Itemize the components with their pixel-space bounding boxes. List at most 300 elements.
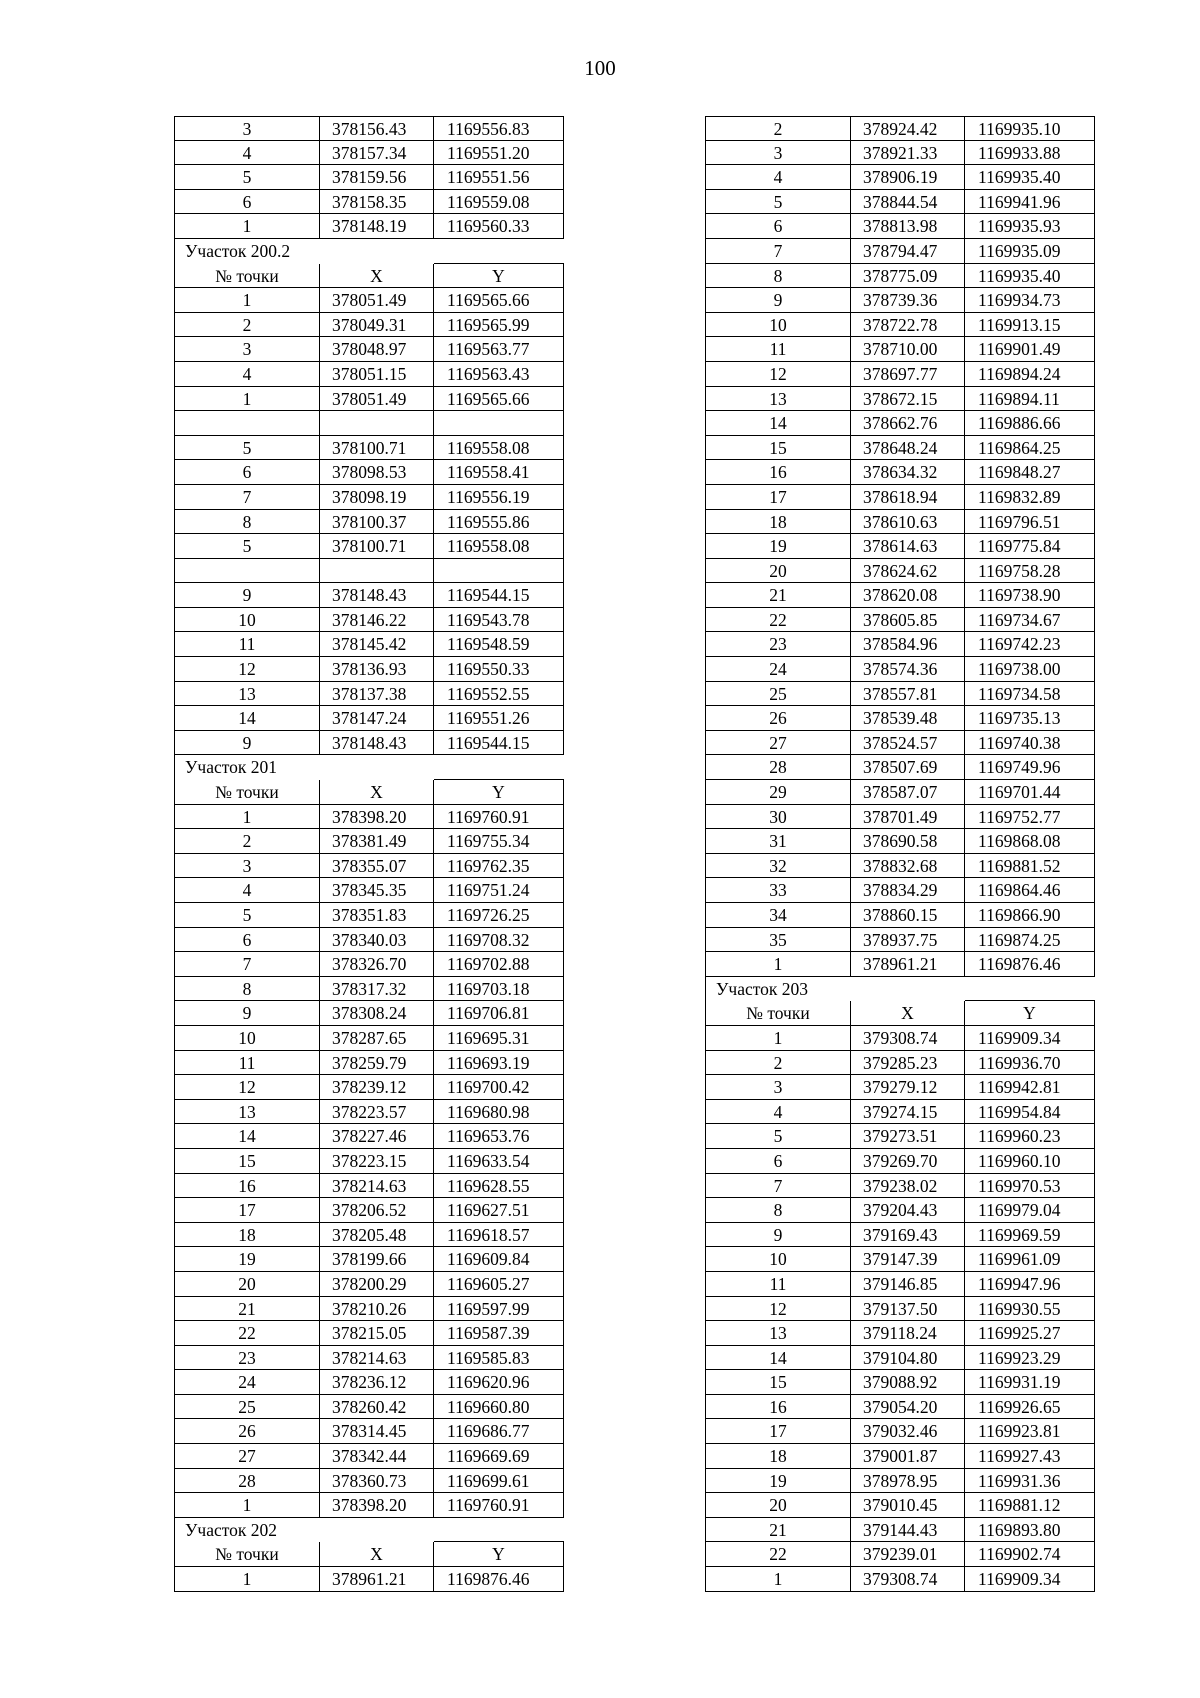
header-point-no: № точки <box>174 1542 320 1567</box>
x-coordinate-cell: 378210.26 <box>320 1297 434 1322</box>
x-coordinate-cell: 378200.29 <box>320 1272 434 1297</box>
point-number-cell: 12 <box>705 362 851 387</box>
x-coordinate-cell: 378937.75 <box>851 928 965 953</box>
point-number-cell: 27 <box>174 1444 320 1469</box>
point-number-cell: 4 <box>705 165 851 190</box>
y-coordinate-cell: 1169930.55 <box>965 1297 1095 1322</box>
table-row <box>705 559 1095 584</box>
point-number-cell <box>174 559 320 584</box>
y-coordinate-cell: 1169552.55 <box>434 682 564 707</box>
table-row <box>705 706 1095 731</box>
title-spacer <box>965 977 1095 1002</box>
table-row <box>705 657 1095 682</box>
x-coordinate-cell: 378722.78 <box>851 313 965 338</box>
y-coordinate-cell: 1169556.83 <box>434 116 564 141</box>
point-number-cell: 1 <box>174 1567 320 1592</box>
table-row <box>705 1026 1095 1051</box>
x-coordinate-cell: 378137.38 <box>320 682 434 707</box>
y-coordinate-cell: 1169969.59 <box>965 1223 1095 1248</box>
table-row <box>174 632 564 657</box>
y-coordinate-cell: 1169848.27 <box>965 460 1095 485</box>
table-row <box>705 878 1095 903</box>
x-coordinate-cell: 378205.48 <box>320 1223 434 1248</box>
y-coordinate-cell: 1169669.69 <box>434 1444 564 1469</box>
table-row <box>174 1493 564 1518</box>
point-number-cell: 16 <box>705 1395 851 1420</box>
table-row <box>705 731 1095 756</box>
y-coordinate-cell: 1169866.90 <box>965 903 1095 928</box>
point-number-cell: 10 <box>705 1247 851 1272</box>
y-coordinate-cell: 1169970.53 <box>965 1174 1095 1199</box>
x-coordinate-cell: 378157.34 <box>320 141 434 166</box>
table-row <box>705 1124 1095 1149</box>
x-coordinate-cell: 378215.05 <box>320 1321 434 1346</box>
table-row <box>174 510 564 535</box>
x-coordinate-cell: 378317.32 <box>320 977 434 1002</box>
point-number-cell: 6 <box>705 214 851 239</box>
x-coordinate-cell: 378342.44 <box>320 1444 434 1469</box>
table-row <box>174 165 564 190</box>
table-row <box>705 1370 1095 1395</box>
point-number-cell: 7 <box>705 1174 851 1199</box>
x-coordinate-cell: 379032.46 <box>851 1419 965 1444</box>
x-coordinate-cell: 378620.08 <box>851 583 965 608</box>
y-coordinate-cell: 1169680.98 <box>434 1100 564 1125</box>
point-number-cell: 21 <box>705 583 851 608</box>
table-row <box>705 214 1095 239</box>
point-number-cell: 26 <box>705 706 851 731</box>
point-number-cell: 20 <box>705 1493 851 1518</box>
section-title: Участок 202 <box>174 1518 320 1543</box>
point-number-cell: 19 <box>705 534 851 559</box>
point-number-cell: 35 <box>705 928 851 953</box>
table-row <box>174 706 564 731</box>
y-coordinate-cell: 1169874.25 <box>965 928 1095 953</box>
point-number-cell: 8 <box>705 1198 851 1223</box>
y-coordinate-cell: 1169864.46 <box>965 878 1095 903</box>
y-coordinate-cell: 1169909.34 <box>965 1567 1095 1592</box>
title-spacer <box>320 755 434 780</box>
section-title-row <box>174 239 564 264</box>
x-coordinate-cell: 379146.85 <box>851 1272 965 1297</box>
table-row <box>174 1395 564 1420</box>
y-coordinate-cell: 1169597.99 <box>434 1297 564 1322</box>
point-number-cell: 12 <box>705 1297 851 1322</box>
y-coordinate-cell: 1169942.81 <box>965 1075 1095 1100</box>
y-coordinate-cell: 1169909.34 <box>965 1026 1095 1051</box>
y-coordinate-cell: 1169926.65 <box>965 1395 1095 1420</box>
table-row <box>174 1321 564 1346</box>
point-number-cell: 5 <box>174 903 320 928</box>
y-coordinate-cell: 1169927.43 <box>965 1444 1095 1469</box>
y-coordinate-cell: 1169954.84 <box>965 1100 1095 1125</box>
y-coordinate-cell: 1169960.10 <box>965 1149 1095 1174</box>
table-header-row <box>705 1001 1095 1026</box>
x-coordinate-cell: 378351.83 <box>320 903 434 928</box>
x-coordinate-cell: 379001.87 <box>851 1444 965 1469</box>
point-number-cell: 28 <box>174 1469 320 1494</box>
x-coordinate-cell: 378672.15 <box>851 387 965 412</box>
y-coordinate-cell: 1169931.36 <box>965 1469 1095 1494</box>
point-number-cell: 29 <box>705 780 851 805</box>
point-number-cell: 6 <box>174 928 320 953</box>
y-coordinate-cell: 1169701.44 <box>965 780 1095 805</box>
y-coordinate-cell: 1169558.41 <box>434 460 564 485</box>
table-row <box>174 657 564 682</box>
point-number-cell: 2 <box>174 313 320 338</box>
x-coordinate-cell: 378584.96 <box>851 632 965 657</box>
table-row <box>705 264 1095 289</box>
y-coordinate-cell: 1169886.66 <box>965 411 1095 436</box>
point-number-cell: 5 <box>174 436 320 461</box>
x-coordinate-cell: 378287.65 <box>320 1026 434 1051</box>
y-coordinate-cell <box>434 411 564 436</box>
table-row <box>174 1174 564 1199</box>
point-number-cell: 9 <box>174 731 320 756</box>
section-title-row <box>174 1518 564 1543</box>
x-coordinate-cell: 378360.73 <box>320 1469 434 1494</box>
x-coordinate-cell: 378701.49 <box>851 805 965 830</box>
x-coordinate-cell: 378051.49 <box>320 288 434 313</box>
x-coordinate-cell: 378832.68 <box>851 854 965 879</box>
y-coordinate-cell: 1169864.25 <box>965 436 1095 461</box>
y-coordinate-cell: 1169628.55 <box>434 1174 564 1199</box>
point-number-cell: 25 <box>705 682 851 707</box>
y-coordinate-cell: 1169605.27 <box>434 1272 564 1297</box>
x-coordinate-cell: 378618.94 <box>851 485 965 510</box>
point-number-cell: 6 <box>705 1149 851 1174</box>
y-coordinate-cell: 1169558.08 <box>434 534 564 559</box>
y-coordinate-cell: 1169702.88 <box>434 952 564 977</box>
table-row <box>705 928 1095 953</box>
y-coordinate-cell: 1169565.99 <box>434 313 564 338</box>
point-number-cell: 20 <box>705 559 851 584</box>
x-coordinate-cell: 378199.66 <box>320 1247 434 1272</box>
y-coordinate-cell: 1169555.86 <box>434 510 564 535</box>
table-row <box>705 1444 1095 1469</box>
table-row <box>174 1567 564 1592</box>
point-number-cell: 1 <box>174 1493 320 1518</box>
x-coordinate-cell: 378136.93 <box>320 657 434 682</box>
x-coordinate-cell: 378159.56 <box>320 165 434 190</box>
point-number-cell: 1 <box>705 1026 851 1051</box>
x-coordinate-cell: 378961.21 <box>320 1567 434 1592</box>
point-number-cell: 11 <box>174 1051 320 1076</box>
point-number-cell: 5 <box>174 165 320 190</box>
x-coordinate-cell: 379137.50 <box>851 1297 965 1322</box>
x-coordinate-cell: 378775.09 <box>851 264 965 289</box>
point-number-cell: 30 <box>705 805 851 830</box>
header-x: X <box>320 1542 434 1567</box>
x-coordinate-cell: 378610.63 <box>851 510 965 535</box>
table-row <box>705 313 1095 338</box>
coordinates-table-right <box>705 116 1095 1592</box>
table-row <box>174 583 564 608</box>
table-row <box>174 1149 564 1174</box>
x-coordinate-cell: 379308.74 <box>851 1567 965 1592</box>
y-coordinate-cell: 1169660.80 <box>434 1395 564 1420</box>
y-coordinate-cell: 1169726.25 <box>434 903 564 928</box>
x-coordinate-cell: 379269.70 <box>851 1149 965 1174</box>
x-coordinate-cell: 378340.03 <box>320 928 434 953</box>
table-row <box>705 436 1095 461</box>
point-number-cell: 22 <box>705 1542 851 1567</box>
title-spacer <box>434 239 564 264</box>
point-number-cell: 31 <box>705 829 851 854</box>
point-number-cell: 10 <box>174 608 320 633</box>
table-row <box>705 1346 1095 1371</box>
table-row <box>174 116 564 141</box>
x-coordinate-cell: 378921.33 <box>851 141 965 166</box>
point-number-cell: 1 <box>705 1567 851 1592</box>
y-coordinate-cell: 1169935.40 <box>965 264 1095 289</box>
x-coordinate-cell: 379285.23 <box>851 1051 965 1076</box>
table-row <box>705 780 1095 805</box>
table-row <box>174 337 564 362</box>
point-number-cell: 6 <box>174 190 320 215</box>
x-coordinate-cell: 378398.20 <box>320 805 434 830</box>
table-row <box>705 1223 1095 1248</box>
table-row <box>174 1026 564 1051</box>
point-number-cell: 12 <box>174 657 320 682</box>
x-coordinate-cell: 378098.53 <box>320 460 434 485</box>
y-coordinate-cell: 1169543.78 <box>434 608 564 633</box>
y-coordinate-cell: 1169693.19 <box>434 1051 564 1076</box>
title-spacer <box>320 1518 434 1543</box>
x-coordinate-cell: 378227.46 <box>320 1124 434 1149</box>
table-row <box>174 1051 564 1076</box>
x-coordinate-cell: 379239.01 <box>851 1542 965 1567</box>
table-row <box>174 977 564 1002</box>
header-y: Y <box>434 1542 564 1567</box>
x-coordinate-cell: 378148.43 <box>320 731 434 756</box>
point-number-cell: 11 <box>705 337 851 362</box>
section-title-row <box>174 755 564 780</box>
header-x: X <box>851 1001 965 1026</box>
y-coordinate-cell: 1169551.56 <box>434 165 564 190</box>
table-row <box>174 313 564 338</box>
table-row <box>174 214 564 239</box>
y-coordinate-cell: 1169565.66 <box>434 387 564 412</box>
y-coordinate-cell: 1169738.90 <box>965 583 1095 608</box>
x-coordinate-cell: 379308.74 <box>851 1026 965 1051</box>
y-coordinate-cell: 1169738.00 <box>965 657 1095 682</box>
x-coordinate-cell: 378048.97 <box>320 337 434 362</box>
point-number-cell: 1 <box>705 952 851 977</box>
table-row <box>705 1174 1095 1199</box>
table-row <box>174 1346 564 1371</box>
point-number-cell: 17 <box>705 485 851 510</box>
table-row <box>174 682 564 707</box>
table-row <box>705 1493 1095 1518</box>
y-coordinate-cell: 1169762.35 <box>434 854 564 879</box>
x-coordinate-cell: 379118.24 <box>851 1321 965 1346</box>
page-number: 100 <box>584 56 616 80</box>
y-coordinate-cell: 1169551.20 <box>434 141 564 166</box>
table-row <box>174 534 564 559</box>
table-row <box>705 854 1095 879</box>
table-row <box>174 1272 564 1297</box>
y-coordinate-cell: 1169699.61 <box>434 1469 564 1494</box>
point-number-cell: 1 <box>174 214 320 239</box>
y-coordinate-cell: 1169894.24 <box>965 362 1095 387</box>
x-coordinate-cell: 378605.85 <box>851 608 965 633</box>
y-coordinate-cell: 1169548.59 <box>434 632 564 657</box>
x-coordinate-cell: 378145.42 <box>320 632 434 657</box>
table-row <box>705 1395 1095 1420</box>
table-row <box>174 731 564 756</box>
x-coordinate-cell: 378148.43 <box>320 583 434 608</box>
y-coordinate-cell: 1169893.80 <box>965 1518 1095 1543</box>
table-header-row <box>174 264 564 289</box>
table-row <box>174 1223 564 1248</box>
x-coordinate-cell: 379054.20 <box>851 1395 965 1420</box>
point-number-cell: 4 <box>174 141 320 166</box>
point-number-cell: 33 <box>705 878 851 903</box>
x-coordinate-cell: 378239.12 <box>320 1075 434 1100</box>
table-row <box>174 141 564 166</box>
point-number-cell <box>174 411 320 436</box>
point-number-cell: 16 <box>705 460 851 485</box>
x-coordinate-cell: 378697.77 <box>851 362 965 387</box>
y-coordinate-cell: 1169894.11 <box>965 387 1095 412</box>
table-row <box>174 559 564 584</box>
x-coordinate-cell: 378624.62 <box>851 559 965 584</box>
y-coordinate-cell: 1169760.91 <box>434 1493 564 1518</box>
y-coordinate-cell: 1169749.96 <box>965 755 1095 780</box>
point-number-cell: 7 <box>174 485 320 510</box>
x-coordinate-cell: 378978.95 <box>851 1469 965 1494</box>
table-row <box>174 952 564 977</box>
table-row <box>705 239 1095 264</box>
table-row <box>705 534 1095 559</box>
y-coordinate-cell: 1169734.58 <box>965 682 1095 707</box>
y-coordinate-cell: 1169755.34 <box>434 829 564 854</box>
table-header-row <box>174 1542 564 1567</box>
point-number-cell: 10 <box>174 1026 320 1051</box>
x-coordinate-cell: 378906.19 <box>851 165 965 190</box>
x-coordinate-cell: 378794.47 <box>851 239 965 264</box>
y-coordinate-cell: 1169653.76 <box>434 1124 564 1149</box>
table-row <box>174 190 564 215</box>
table-row <box>705 510 1095 535</box>
point-number-cell: 25 <box>174 1395 320 1420</box>
x-coordinate-cell: 378146.22 <box>320 608 434 633</box>
y-coordinate-cell: 1169544.15 <box>434 731 564 756</box>
x-coordinate-cell: 378813.98 <box>851 214 965 239</box>
y-coordinate-cell: 1169933.88 <box>965 141 1095 166</box>
y-coordinate-cell: 1169627.51 <box>434 1198 564 1223</box>
table-row <box>174 1075 564 1100</box>
x-coordinate-cell: 378539.48 <box>851 706 965 731</box>
point-number-cell: 22 <box>705 608 851 633</box>
point-number-cell: 5 <box>174 534 320 559</box>
header-x: X <box>320 780 434 805</box>
x-coordinate-cell: 378834.29 <box>851 878 965 903</box>
x-coordinate-cell <box>320 559 434 584</box>
table-row <box>174 485 564 510</box>
table-row <box>705 1247 1095 1272</box>
x-coordinate-cell: 378614.63 <box>851 534 965 559</box>
y-coordinate-cell: 1169740.38 <box>965 731 1095 756</box>
point-number-cell: 3 <box>705 1075 851 1100</box>
table-row <box>705 1469 1095 1494</box>
x-coordinate-cell: 378345.35 <box>320 878 434 903</box>
y-coordinate-cell: 1169832.89 <box>965 485 1095 510</box>
table-row <box>174 362 564 387</box>
table-row <box>705 1567 1095 1592</box>
point-number-cell: 24 <box>705 657 851 682</box>
point-number-cell: 18 <box>174 1223 320 1248</box>
point-number-cell: 13 <box>174 1100 320 1125</box>
point-number-cell: 17 <box>705 1419 851 1444</box>
y-coordinate-cell: 1169609.84 <box>434 1247 564 1272</box>
x-coordinate-cell <box>320 411 434 436</box>
x-coordinate-cell: 378844.54 <box>851 190 965 215</box>
point-number-cell: 5 <box>705 190 851 215</box>
point-number-cell: 15 <box>705 1370 851 1395</box>
table-row <box>174 460 564 485</box>
header-point-no: № точки <box>174 780 320 805</box>
y-coordinate-cell: 1169550.33 <box>434 657 564 682</box>
table-row <box>705 337 1095 362</box>
point-number-cell: 23 <box>705 632 851 657</box>
point-number-cell: 9 <box>174 583 320 608</box>
point-number-cell: 15 <box>705 436 851 461</box>
x-coordinate-cell: 378223.15 <box>320 1149 434 1174</box>
point-number-cell: 6 <box>174 460 320 485</box>
y-coordinate-cell: 1169901.49 <box>965 337 1095 362</box>
header-y: Y <box>965 1001 1095 1026</box>
point-number-cell: 14 <box>705 1346 851 1371</box>
y-coordinate-cell: 1169618.57 <box>434 1223 564 1248</box>
header-y: Y <box>434 780 564 805</box>
table-row <box>174 1419 564 1444</box>
table-row <box>174 1247 564 1272</box>
y-coordinate-cell: 1169947.96 <box>965 1272 1095 1297</box>
point-number-cell: 19 <box>174 1247 320 1272</box>
x-coordinate-cell: 378100.37 <box>320 510 434 535</box>
x-coordinate-cell: 378355.07 <box>320 854 434 879</box>
y-coordinate-cell: 1169752.77 <box>965 805 1095 830</box>
y-coordinate-cell: 1169935.10 <box>965 116 1095 141</box>
y-coordinate-cell: 1169703.18 <box>434 977 564 1002</box>
x-coordinate-cell: 378100.71 <box>320 534 434 559</box>
table-row <box>705 1051 1095 1076</box>
x-coordinate-cell: 379147.39 <box>851 1247 965 1272</box>
point-number-cell: 15 <box>174 1149 320 1174</box>
x-coordinate-cell: 378710.00 <box>851 337 965 362</box>
x-coordinate-cell: 378557.81 <box>851 682 965 707</box>
x-coordinate-cell: 378049.31 <box>320 313 434 338</box>
y-coordinate-cell: 1169758.28 <box>965 559 1095 584</box>
x-coordinate-cell: 378961.21 <box>851 952 965 977</box>
x-coordinate-cell: 378587.07 <box>851 780 965 805</box>
point-number-cell: 21 <box>174 1297 320 1322</box>
y-coordinate-cell: 1169934.73 <box>965 288 1095 313</box>
y-coordinate-cell: 1169585.83 <box>434 1346 564 1371</box>
table-row <box>705 1321 1095 1346</box>
x-coordinate-cell: 379204.43 <box>851 1198 965 1223</box>
x-coordinate-cell: 378739.36 <box>851 288 965 313</box>
y-coordinate-cell: 1169706.81 <box>434 1001 564 1026</box>
y-coordinate-cell: 1169560.33 <box>434 214 564 239</box>
table-row <box>174 1198 564 1223</box>
x-coordinate-cell: 378690.58 <box>851 829 965 854</box>
point-number-cell: 8 <box>705 264 851 289</box>
point-number-cell: 8 <box>174 977 320 1002</box>
y-coordinate-cell: 1169708.32 <box>434 928 564 953</box>
